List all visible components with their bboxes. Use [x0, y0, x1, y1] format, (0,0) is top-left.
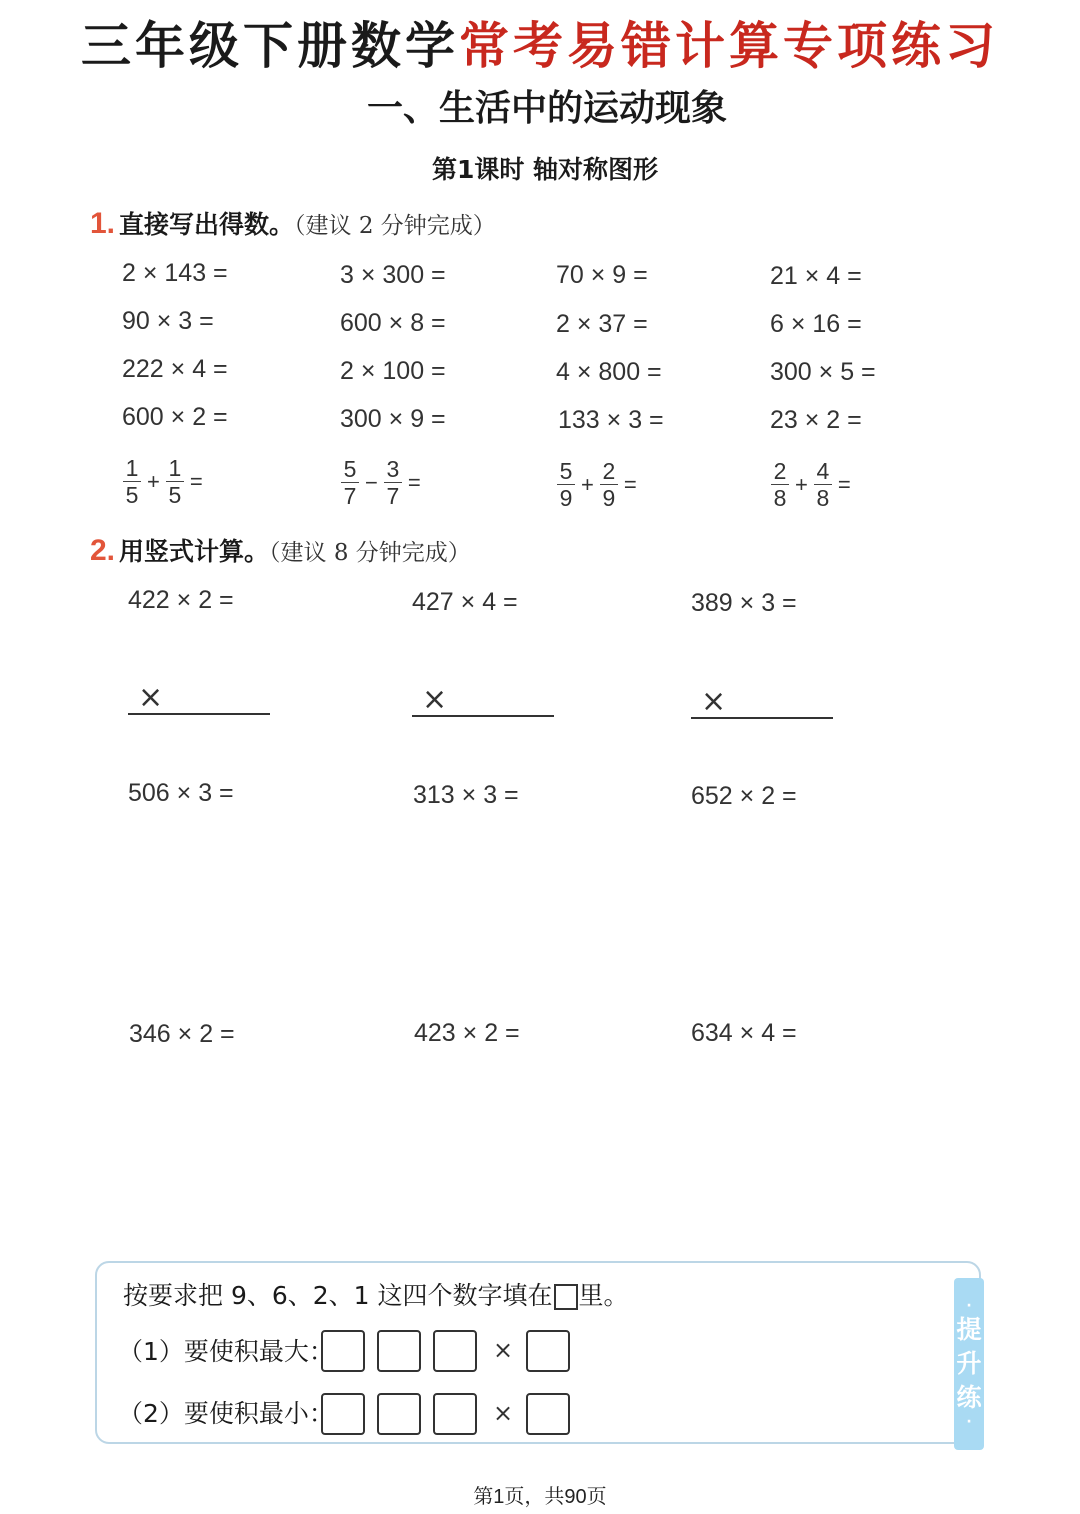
- numerator: 5: [343, 456, 357, 482]
- vertical-multiply-line: ×: [128, 681, 270, 715]
- question-1-hint: （建议 2 分钟完成）: [294, 213, 496, 239]
- calc-item: 6 × 16 =: [770, 310, 862, 338]
- question-1-heading: [90, 206, 496, 244]
- answer-box[interactable]: [377, 1330, 421, 1372]
- tab-char: 练: [956, 1383, 982, 1412]
- vertical-calc-item: 506 × 3 =: [128, 779, 234, 807]
- fraction: [813, 458, 833, 511]
- blank-box-sample: [554, 1284, 578, 1310]
- equals-sign: =: [623, 471, 637, 497]
- answer-box[interactable]: [377, 1393, 421, 1435]
- fraction: [556, 458, 576, 511]
- page-title: [0, 14, 1080, 78]
- numerator: 5: [559, 458, 573, 484]
- calc-item: 90 × 3 =: [122, 307, 214, 335]
- question-2-heading: [90, 533, 471, 571]
- vertical-multiply-line: ×: [412, 683, 554, 717]
- fraction-item: [770, 458, 856, 511]
- instruction-text-end: 里。: [578, 1281, 629, 1310]
- numerator: 1: [125, 455, 139, 481]
- vertical-multiply-line: ×: [691, 685, 833, 719]
- denominator: 5: [125, 482, 139, 508]
- calc-item: 3 × 300 =: [340, 261, 446, 289]
- denominator: 7: [386, 483, 400, 509]
- fraction: [770, 458, 790, 511]
- calc-item: 2 × 37 =: [556, 310, 648, 338]
- numerator: 4: [816, 458, 830, 484]
- calc-item: 2 × 100 =: [340, 357, 446, 385]
- fraction-item: [122, 455, 208, 508]
- vertical-calc-item: 634 × 4 =: [691, 1019, 797, 1047]
- instruction-text: 按要求把 9、6、2、1 这四个数字填在: [123, 1281, 553, 1310]
- calc-item: 600 × 2 =: [122, 403, 228, 431]
- answer-box[interactable]: [526, 1330, 570, 1372]
- calc-item: 70 × 9 =: [556, 261, 648, 289]
- equals-sign: =: [189, 468, 203, 494]
- operator: +: [147, 468, 160, 494]
- operator: +: [795, 471, 808, 497]
- question-2-hint: （建议 8 分钟完成）: [269, 540, 471, 566]
- question-2-number: 2.: [90, 534, 116, 567]
- answer-box[interactable]: [526, 1393, 570, 1435]
- numerator: 2: [602, 458, 616, 484]
- fraction-item: [340, 456, 426, 509]
- title-highlight: 常考易错计算专项练习: [459, 17, 999, 75]
- tab-dot: ·: [966, 1298, 972, 1314]
- times-sign: ×: [493, 1399, 514, 1427]
- vertical-calc-item: 422 × 2 =: [128, 586, 234, 614]
- vertical-calc-item: 423 × 2 =: [414, 1019, 520, 1047]
- fraction: [340, 456, 360, 509]
- times-sign: ×: [493, 1336, 514, 1364]
- fraction: [383, 456, 403, 509]
- equals-sign: =: [837, 471, 851, 497]
- answer-box[interactable]: [321, 1330, 365, 1372]
- vertical-calc-item: 427 × 4 =: [412, 588, 518, 616]
- numerator: 1: [168, 455, 182, 481]
- tab-char: 提: [956, 1315, 982, 1344]
- calc-item: 222 × 4 =: [122, 355, 228, 383]
- lesson-title: 第1课时 轴对称图形: [431, 155, 659, 184]
- answer-box[interactable]: [321, 1393, 365, 1435]
- extension-practice-tab: [954, 1278, 984, 1450]
- calc-item: 300 × 5 =: [770, 358, 876, 386]
- calc-item: 600 × 8 =: [340, 309, 446, 337]
- calc-item: 2 × 143 =: [122, 259, 228, 287]
- fraction: [599, 458, 619, 511]
- extension-instruction: [123, 1278, 629, 1314]
- page-number: 第1页，共90页: [473, 1486, 607, 1508]
- vertical-calc-item: 313 × 3 =: [413, 781, 519, 809]
- vertical-calc-item: 346 × 2 =: [129, 1020, 235, 1048]
- part-2-label: （2）要使积最小：: [118, 1399, 334, 1428]
- question-1-text: 直接写出得数。: [119, 210, 295, 239]
- calc-item: 4 × 800 =: [556, 358, 662, 386]
- calc-item: 23 × 2 =: [770, 406, 862, 434]
- question-1-number: 1.: [90, 207, 116, 240]
- tab-dot: ·: [966, 1414, 972, 1430]
- denominator: 9: [559, 485, 573, 511]
- denominator: 8: [816, 485, 830, 511]
- title-main: 三年级下册数学: [81, 17, 459, 75]
- operator: +: [581, 471, 594, 497]
- fraction-item: [556, 458, 642, 511]
- vertical-calc-item: 389 × 3 =: [691, 589, 797, 617]
- numerator: 3: [386, 456, 400, 482]
- answer-box[interactable]: [433, 1393, 477, 1435]
- equals-sign: =: [407, 469, 421, 495]
- part-1-label: （1）要使积最大：: [118, 1337, 334, 1366]
- calc-item: 133 × 3 =: [558, 406, 664, 434]
- denominator: 9: [602, 485, 616, 511]
- calc-item: 300 × 9 =: [340, 405, 446, 433]
- unit-title: 一、生活中的运动现象: [366, 88, 727, 129]
- denominator: 7: [343, 483, 357, 509]
- answer-box[interactable]: [433, 1330, 477, 1372]
- fraction: [165, 455, 185, 508]
- calc-item: 21 × 4 =: [770, 262, 862, 290]
- question-2-text: 用竖式计算。: [119, 537, 270, 566]
- denominator: 8: [773, 485, 787, 511]
- denominator: 5: [168, 482, 182, 508]
- vertical-calc-item: 652 × 2 =: [691, 782, 797, 810]
- tab-char: 升: [956, 1349, 982, 1378]
- fraction: [122, 455, 142, 508]
- numerator: 2: [773, 458, 787, 484]
- operator: −: [365, 469, 378, 495]
